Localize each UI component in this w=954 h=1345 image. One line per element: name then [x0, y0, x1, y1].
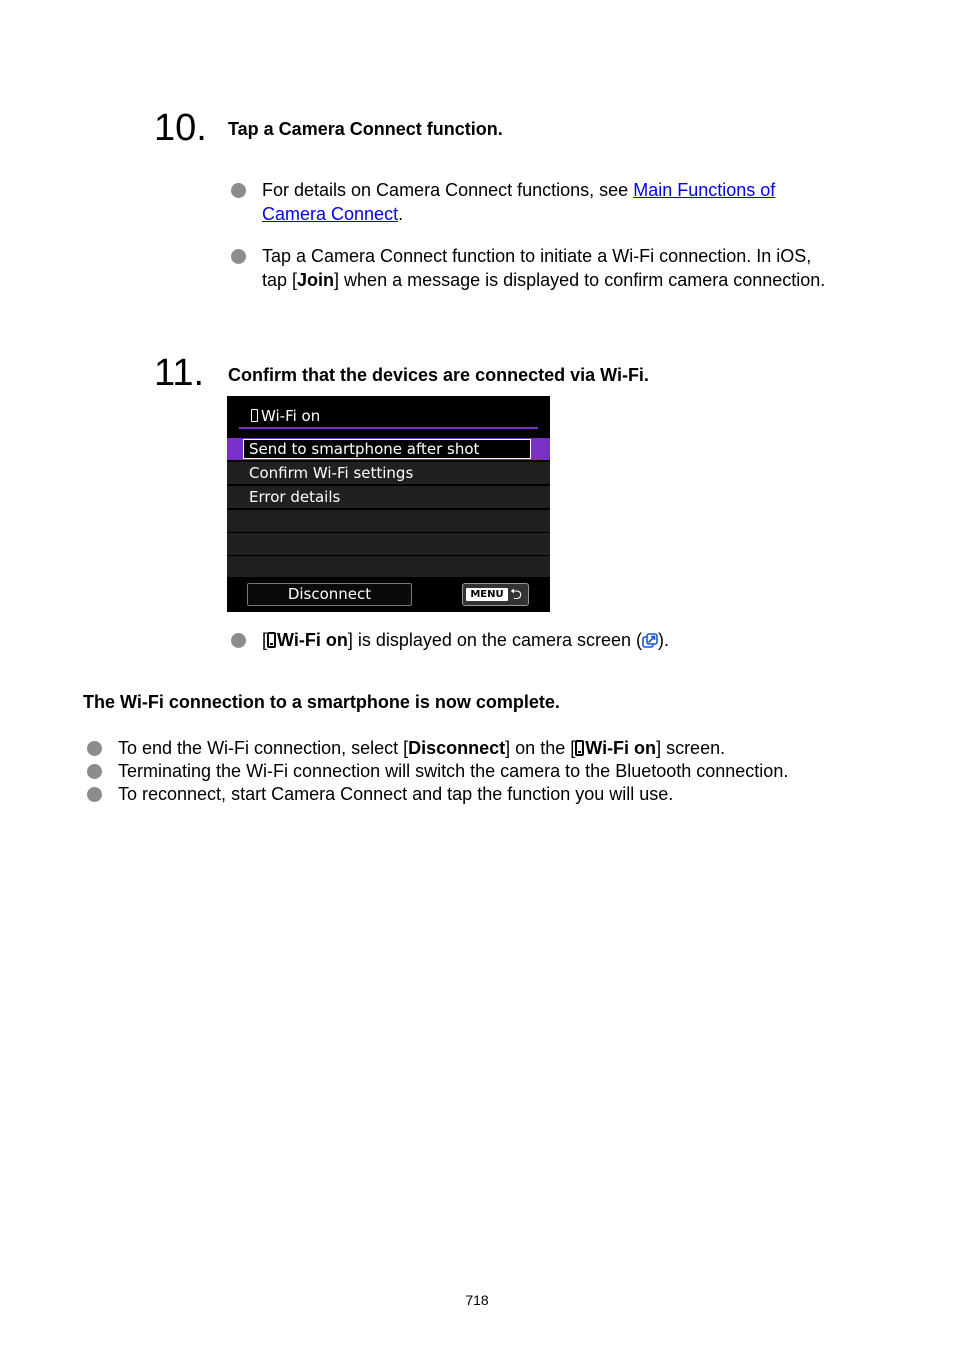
bullet-icon — [87, 741, 102, 756]
menu-item-send-to-smartphone[interactable]: Send to smartphone after shot — [227, 438, 550, 460]
menu-row-empty — [227, 510, 550, 532]
camera-screen — [227, 396, 550, 612]
step-11-number: 11. — [154, 352, 205, 394]
disconnect-button[interactable]: Disconnect — [247, 583, 412, 606]
camera-screen-title: Wi-Fi on — [251, 406, 320, 426]
step-10-bullet-2: Tap a Camera Connect function to initiate a Wi-Fi connection. In iOS, tap [Join] when a message is displayed to confirm camera connection. — [262, 246, 826, 290]
summary-bullet-3: To reconnect, start Camera Connect and tap the function you will use. — [118, 784, 674, 804]
smartphone-icon — [267, 632, 276, 648]
summary-heading: The Wi-Fi connection to a smartphone is now complete. — [83, 692, 560, 712]
camera-bottom-bar — [227, 577, 550, 612]
menu-row-empty — [227, 533, 550, 555]
step-10-bullet-1 — [262, 178, 882, 226]
bullet-icon — [231, 633, 246, 648]
bullet-icon — [231, 249, 246, 264]
smartphone-icon — [575, 740, 584, 756]
step-11-title: Confirm that the devices are connected via Wi-Fi. — [228, 365, 649, 385]
menu-item-confirm-wifi-settings[interactable]: Confirm Wi-Fi settings — [227, 462, 550, 484]
bullet-icon — [231, 183, 246, 198]
step-10-number: 10. — [154, 107, 207, 149]
return-arrow-icon: ⮌ — [510, 585, 523, 603]
page-number: 718 — [465, 1292, 489, 1308]
step-10-title: Tap a Camera Connect function. — [228, 119, 503, 139]
bullet-icon — [87, 764, 102, 779]
main-functions-link[interactable]: Main Functions of Camera Connect — [262, 180, 776, 224]
title-divider — [239, 427, 538, 429]
summary-bullet-2: Terminating the Wi-Fi connection will switch the camera to the Bluetooth connection. — [118, 761, 789, 781]
menu-label: MENU — [466, 588, 508, 601]
bullet-text: For details on Camera Connect functions, see — [262, 180, 634, 200]
summary-bullet-1: To end the Wi-Fi connection, select [Disconnect] on the [ Wi-Fi on] screen. — [118, 738, 726, 758]
camera-connect-icon — [642, 633, 658, 649]
smartphone-icon — [251, 409, 258, 422]
bullet-text-end: . — [398, 204, 404, 224]
menu-back-button[interactable] — [462, 583, 529, 606]
step-11-bullet: [ Wi-Fi on] is displayed on the camera screen ( ). — [262, 630, 669, 650]
bullet-icon — [87, 787, 102, 802]
menu-item-error-details[interactable]: Error details — [227, 486, 550, 508]
menu-row-empty — [227, 556, 550, 578]
